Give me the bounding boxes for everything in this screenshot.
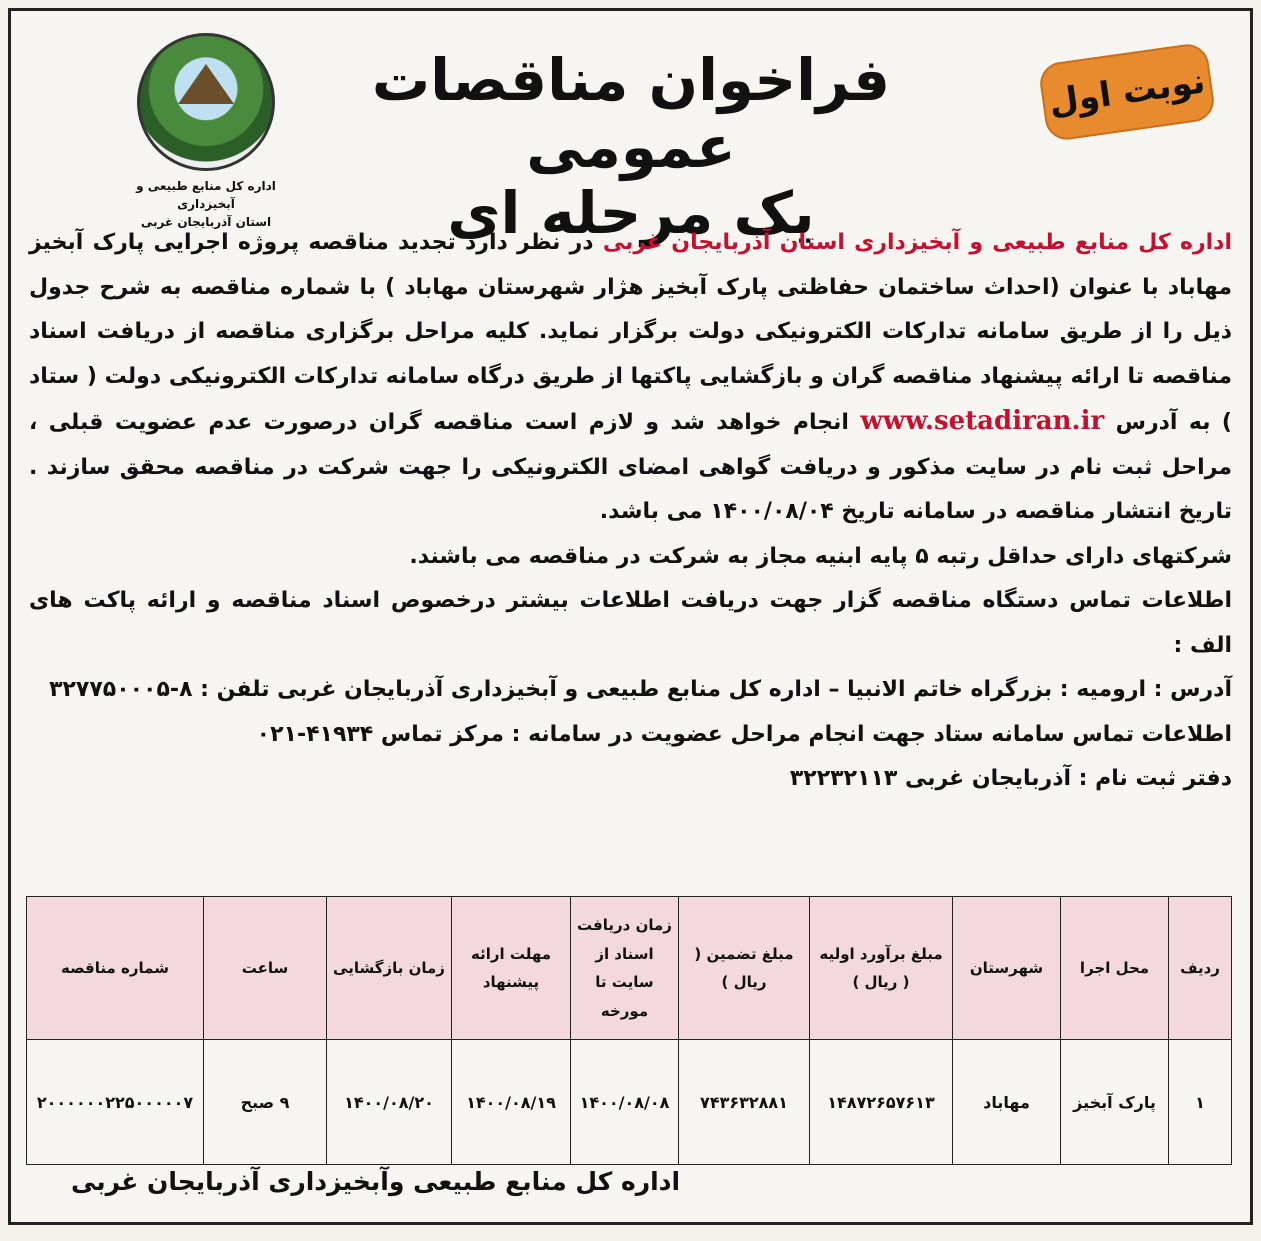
tender-notice [8, 8, 1253, 1225]
header-hour: ساعت [204, 897, 327, 1040]
paragraph-registration-office: دفتر ثبت نام : آذربایجان غربی ۳۲۲۳۲۱۱۳ [789, 766, 1232, 791]
paragraph-main [29, 221, 1232, 535]
cell-tender-number: ۲۰۰۰۰۰۰۲۲۵۰۰۰۰۰۷ [27, 1040, 204, 1165]
footer-organization: اداره کل منابع طبیعی وآبخیزداری آذربایجان غربی [71, 1167, 681, 1196]
first-publication-badge: نوبت اول [1037, 42, 1216, 143]
header-row-number: ردیف [1169, 897, 1232, 1040]
header-location: محل اجرا [1061, 897, 1169, 1040]
paragraph-setad-contact: اطلاعات تماس سامانه ستاد جهت انجام مراحل عضویت در سامانه : مرکز تماس ۴۱۹۳۴-۰۲۱ [256, 721, 1232, 747]
header-guarantee: مبلغ تضمین ( ریال ) [679, 897, 810, 1040]
title-line-1: فراخوان مناقصات عمومی [371, 46, 891, 181]
setad-url-link[interactable]: www.setadiran.ir [860, 406, 1105, 436]
cell-row-number: ۱ [1169, 1040, 1232, 1165]
tender-table [26, 896, 1232, 1165]
title-line-2: یک مرحله ای [447, 179, 815, 248]
paragraph-eligibility: شرکتهای دارای حداقل رتبه ۵ پایه ابنیه مجاز به شرکت در مناقصه می باشند. [409, 543, 1232, 569]
paragraph-main-end: انجام خواهد شد و لازم است مناقصه گران درصورت عدم عضویت قبلی ، مراحل ثبت نام در سایت مذکور و دریافت گواهی امضای الکترونیکی را جهت شرکت در مناقصه محقق سازند . تاریخ انتشار مناقصه در سامانه تاریخ ۱۴۰۰/۰۸/۰۴ می باشد. [29, 410, 1232, 524]
table-header-row [27, 897, 1232, 1040]
cell-guarantee: ۷۴۳۶۳۲۸۸۱ [679, 1040, 810, 1165]
cell-doc-deadline: ۱۴۰۰/۰۸/۰۸ [571, 1040, 679, 1165]
header-tender-number: شماره مناقصه [27, 897, 204, 1040]
cell-offer-deadline: ۱۴۰۰/۰۸/۱۹ [452, 1040, 571, 1165]
cell-county: مهاباد [953, 1040, 1061, 1165]
notice-title [341, 47, 921, 247]
header-opening-time: زمان بازگشایی [327, 897, 452, 1040]
header-doc-deadline: زمان دریافت اسناد از سایت تا مورخه [571, 897, 679, 1040]
logo-caption-line-2: استان آذربایجان غربی [140, 215, 272, 229]
paragraph-contact-intro: اطلاعات تماس دستگاه مناقصه گزار جهت دریافت اطلاعات بیشتر درخصوص اسناد مناقصه و ارائه پاکت های الف : [29, 588, 1232, 658]
cell-hour: ۹ صبح [204, 1040, 327, 1165]
cell-location: پارک آبخیز [1061, 1040, 1169, 1165]
paragraph-address: آدرس : ارومیه : بزرگراه خاتم الانبیا – اداره کل منابع طبیعی و آبخیزداری آذربایجان غربی تلفن : ۸-۳۲۷۷۵۰۰۰۵ [49, 677, 1232, 702]
header-offer-deadline: مهلت ارائه پیشنهاد [452, 897, 571, 1040]
cell-opening-time: ۱۴۰۰/۰۸/۲۰ [327, 1040, 452, 1165]
notice-body [29, 221, 1232, 802]
organization-logo-icon [137, 33, 275, 171]
header-county: شهرستان [953, 897, 1061, 1040]
logo-caption-line-1: اداره کل منابع طبیعی و آبخیزداری [136, 179, 276, 211]
paragraph-main-text: در نظر دارد تجدید مناقصه پروژه اجرایی پارک آبخیز مهاباد با عنوان (احداث ساختمان حفاظتی پارک آبخیز هژار شهرستان مهاباد ) با شماره مناقصه به شرح جدول ذیل را از طریق سامانه تدارکات الکترونیکی دولت برگزار نماید. کلیه مراحل برگزاری مناقصه از دریافت اسناد مناقصه تا ارائه پیشنهاد مناقصه گران و بازگشایی پاکتها از طریق درگاه سامانه تدارکات الکترونیکی دولت ( ستاد ) به آدرس [29, 230, 1232, 435]
cell-estimate: ۱۴۸۷۲۶۵۷۶۱۳ [810, 1040, 953, 1165]
header-estimate: مبلغ برآورد اولیه ( ریال ) [810, 897, 953, 1040]
organization-logo-block [106, 33, 306, 231]
table-row [27, 1040, 1232, 1165]
organization-name: اداره کل منابع طبیعی و آبخیزداری استان آذربایجان غربی [602, 230, 1232, 255]
